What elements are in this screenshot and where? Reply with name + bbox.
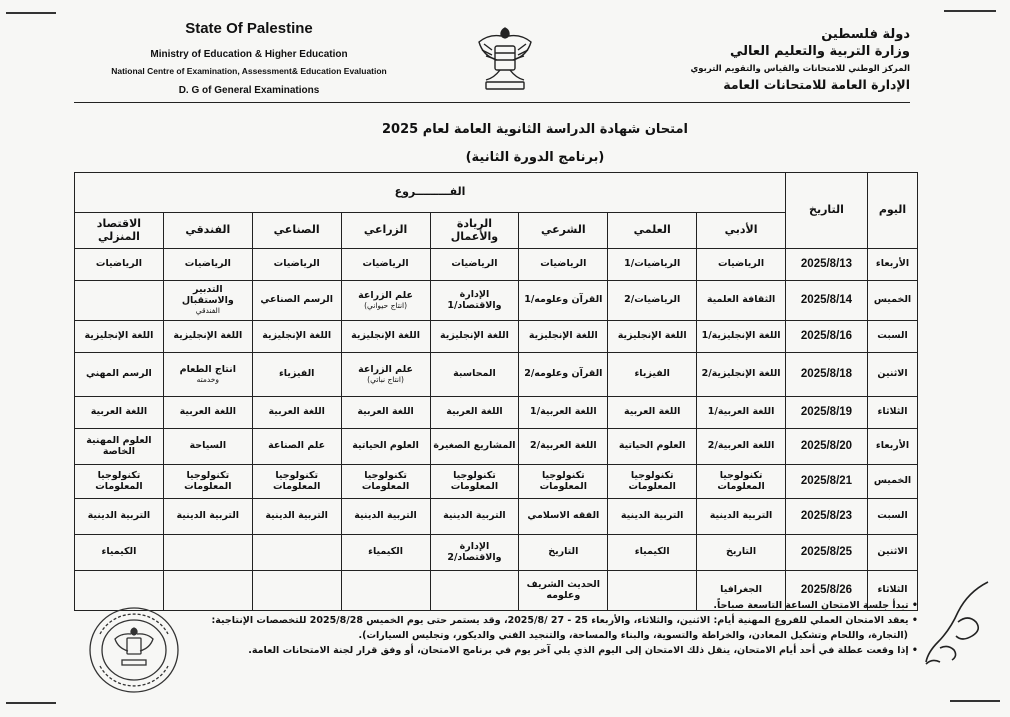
subject-text: تكنولوجيا المعلومات (272, 469, 321, 492)
subject-subtext: (انتاج حيواني) (364, 300, 408, 310)
subject-cell (341, 249, 430, 281)
subject-cell (163, 429, 252, 465)
subject-text: تكنولوجيا المعلومات (95, 469, 143, 492)
subject-text: الإدارة والاقتصاد/2 (447, 540, 502, 563)
note-text: (التجارة، واللحام وتشكيل المعادن، والخراطة والتسوية، والبناء والمساحة، والتنجيد الفني والديكور، وتجليس السيارات). (358, 630, 908, 641)
header-dept-en: D. G of General Examinations (178, 85, 320, 96)
subject-cell (697, 535, 786, 571)
subject-cell (608, 535, 697, 571)
subject-text: علم الزراعة (358, 289, 413, 301)
subject-text: الفيزياء (634, 368, 670, 380)
subject-text: تكنولوجيا المعلومات (628, 469, 676, 492)
subject-cell (341, 397, 430, 429)
subject-cell (430, 535, 519, 571)
date-cell: 2025/8/26 (786, 571, 868, 611)
subject-cell (608, 281, 697, 321)
day-cell: السبت (868, 321, 918, 353)
day-cell: الاثنين (868, 353, 918, 397)
subject-cell (163, 321, 252, 353)
subject-cell (697, 281, 786, 321)
subject-text: اللغة الإنجليزية (440, 330, 509, 342)
subject-text: الرياضيات (451, 258, 498, 270)
subject-text: الرياضيات (362, 258, 409, 270)
scan-edge-mark (6, 702, 56, 704)
subject-text: اللغة العربية/2 (530, 440, 597, 452)
subject-text: اللغة الإنجليزية (262, 330, 332, 342)
subject-text: التربية الدينية (709, 510, 773, 522)
subject-cell (252, 465, 341, 499)
subject-text: اللغة الإنجليزية/1 (701, 330, 781, 342)
date-cell: 2025/8/20 (786, 429, 868, 465)
subject-text: الثقافة العلمية (706, 294, 776, 306)
subject-text: العلوم الحياتية (618, 440, 686, 452)
page-title: امتحان شهادة الدراسة الثانوية العامة لعام 2025 (382, 122, 688, 137)
day-cell: السبت (868, 499, 918, 535)
subject-text: الرياضيات (95, 258, 142, 270)
subject-cell (252, 429, 341, 465)
day-cell: الأربعاء (868, 429, 918, 465)
table-row (75, 429, 918, 465)
date-cell: 2025/8/13 (786, 249, 868, 281)
subject-text: اللغة العربية (357, 406, 414, 418)
table-row (75, 321, 918, 353)
header-ministry-ar: وزارة التربية والتعليم العالي (729, 44, 910, 59)
subject-cell (430, 281, 519, 321)
subject-text: اللغة العربية (268, 406, 325, 418)
date-cell: 2025/8/14 (786, 281, 868, 321)
subject-text: التربية الدينية (176, 510, 240, 522)
branch-header: الريادة والأعمال (430, 213, 519, 249)
table-row (75, 249, 918, 281)
date-cell: 2025/8/21 (786, 465, 868, 499)
subject-cell (519, 249, 608, 281)
subject-cell (341, 321, 430, 353)
header-divider (74, 102, 910, 103)
subject-cell (75, 321, 164, 353)
day-cell: الخميس (868, 465, 918, 499)
subject-cell (163, 499, 252, 535)
branch-header: الاقتصاد المنزلي (75, 213, 164, 249)
subject-cell (75, 465, 164, 499)
subject-text: تكنولوجيا المعلومات (361, 469, 410, 492)
branch-header: الأدبي (697, 213, 786, 249)
table-row (75, 397, 918, 429)
handwritten-signature-icon (918, 578, 998, 668)
subject-text: التاريخ (548, 546, 579, 558)
subject-cell (252, 249, 341, 281)
subject-text: اللغة الإنجليزية (351, 330, 420, 342)
subject-text: اللغة العربية (623, 406, 681, 418)
subject-cell (163, 249, 252, 281)
subject-cell (608, 465, 697, 499)
subject-text: التربية الدينية (354, 510, 417, 522)
subject-text: اللغة العربية/1 (530, 406, 597, 418)
subject-cell (341, 499, 430, 535)
subject-cell (697, 465, 786, 499)
subject-text: تكنولوجيا المعلومات (717, 469, 765, 492)
subject-cell (341, 281, 430, 321)
subject-text: اللغة العربية (179, 406, 237, 418)
subject-text: تكنولوجيا المعلومات (539, 469, 587, 492)
note-item: • تبدأ جلسة الامتحان الساعة التاسعة صباحاً. (713, 600, 918, 611)
subject-text: اللغة العربية/2 (707, 440, 775, 452)
subject-text: العلوم الحياتية (352, 440, 419, 452)
subject-text: الفيزياء (278, 368, 315, 380)
note-text: يعقد الامتحان العملي للفروع المهنية أيام: الاثنين، والثلاثاء، والأربعاء 25 - 27 /2025/8، وقد يستمر حتى يوم الخميس 2025/8/28 للتخصصات الإنتاجية: (211, 615, 909, 626)
subject-text: الحديث الشريف وعلومه (526, 578, 600, 601)
date-cell: 2025/8/19 (786, 397, 868, 429)
subject-text: الكيمياء (101, 546, 137, 558)
subject-text: القرآن وعلومه/2 (524, 368, 603, 380)
day-cell: الاثنين (868, 535, 918, 571)
subject-text: الرياضيات/2 (624, 294, 681, 306)
subject-text: المشاريع الصغيرة (433, 440, 516, 452)
date-header: التاريخ (786, 173, 868, 249)
day-cell: الثلاثاء (868, 397, 918, 429)
subject-text: التربية الدينية (265, 510, 328, 522)
subject-cell (519, 465, 608, 499)
subject-cell (430, 353, 519, 397)
subject-cell (519, 535, 608, 571)
day-cell: الثلاثاء (868, 571, 918, 611)
subject-cell (75, 429, 164, 465)
date-cell: 2025/8/25 (786, 535, 868, 571)
subject-cell (608, 499, 697, 535)
subject-text: المحاسبة (453, 368, 496, 380)
header-english (84, 20, 414, 96)
subject-cell (341, 429, 430, 465)
subject-cell (608, 321, 697, 353)
header-arabic (650, 27, 910, 92)
subject-text: السياحة (189, 440, 227, 452)
subject-cell (341, 535, 430, 571)
subject-text: اللغة الإنجليزية (617, 330, 687, 342)
subject-cell (430, 397, 519, 429)
subject-cell (608, 249, 697, 281)
date-cell: 2025/8/16 (786, 321, 868, 353)
subject-cell (697, 499, 786, 535)
subject-text: الفقه الاسلامي (527, 510, 600, 522)
subject-cell (430, 499, 519, 535)
subject-text: اللغة الإنجليزية (84, 330, 154, 342)
subject-cell (697, 429, 786, 465)
subject-cell (252, 397, 341, 429)
subject-cell (697, 249, 786, 281)
subject-subtext: الفندقي (195, 306, 220, 316)
header-ministry-en: Ministry of Education & Higher Education (150, 49, 348, 60)
subject-cell (75, 353, 164, 397)
scan-edge-mark (944, 10, 996, 12)
subject-text: اللغة العربية (90, 406, 148, 418)
subject-cell (252, 353, 341, 397)
table-row (75, 465, 918, 499)
subject-cell (608, 429, 697, 465)
subject-cell (519, 353, 608, 397)
note-text: إذا وقعت عطلة في أحد أيام الامتحان، ينقل ذلك الامتحان إلى اليوم الذي يلي آخر يوم في برنامج الامتحان، أو وفق قرار لجنة الامتحانات العامة. (248, 645, 909, 656)
subject-subtext: وخدمته (196, 374, 220, 384)
subject-cell (252, 499, 341, 535)
subject-cell (519, 499, 608, 535)
branch-header: الزراعي (341, 213, 430, 249)
subject-text: الرياضيات (273, 258, 320, 270)
table-row (75, 535, 918, 571)
subject-cell (252, 535, 341, 571)
subject-cell (519, 397, 608, 429)
subject-cell (163, 465, 252, 499)
subject-text: الكيمياء (368, 546, 404, 558)
header-country-ar: دولة فلسطين (821, 27, 910, 42)
subject-text: القرآن وعلومه/1 (524, 294, 603, 306)
subject-text: التاريخ (725, 546, 757, 558)
subject-text: انتاج الطعام (179, 363, 237, 375)
official-round-stamp-icon (86, 604, 182, 696)
subject-text: التربية الدينية (620, 510, 684, 522)
scan-edge-mark (6, 12, 56, 14)
header-dept-ar: الإدارة العامة للامتحانات العامة (723, 77, 910, 92)
subject-cell (697, 397, 786, 429)
subject-text: اللغة الإنجليزية/2 (701, 368, 781, 380)
subject-text: الرياضيات (540, 258, 587, 270)
header-centre-ar: المركز الوطني للامتحانات والقياس والتقويم التربوي (690, 64, 910, 74)
subject-cell (75, 499, 164, 535)
branch-header: الصناعي (252, 213, 341, 249)
subject-text: الرياضيات (184, 258, 231, 270)
header-centre-en: National Centre of Examination, Assessment& Education Evaluation (111, 66, 387, 76)
subject-text: علم الصناعة (268, 440, 326, 452)
subject-text: تكنولوجيا المعلومات (184, 469, 232, 492)
subject-cell (697, 353, 786, 397)
subject-subtext: (انتاج نباتي) (367, 374, 404, 384)
subject-text: الجغرافيا (720, 584, 762, 596)
subject-text: اللغة الإنجليزية (528, 330, 598, 342)
subject-cell (519, 429, 608, 465)
subject-cell (75, 397, 164, 429)
subject-cell (608, 353, 697, 397)
date-cell: 2025/8/18 (786, 353, 868, 397)
subject-cell (75, 249, 164, 281)
day-cell: الأربعاء (868, 249, 918, 281)
subject-cell (608, 397, 697, 429)
subject-cell (163, 281, 252, 321)
table-row (75, 353, 918, 397)
branch-header: الشرعي (519, 213, 608, 249)
header-country-en: State Of Palestine (185, 20, 313, 37)
subject-cell (697, 321, 786, 353)
subject-text: علم الزراعة (358, 363, 413, 375)
page-subtitle: (برنامج الدورة الثانية) (465, 150, 605, 165)
subject-cell (430, 429, 519, 465)
branch-header: الفندقي (163, 213, 252, 249)
subject-cell (252, 321, 341, 353)
note-item: • يعقد الامتحان العملي للفروع المهنية أيام: الاثنين، والثلاثاء، والأربعاء 25 - 27 /2025/8، وقد يستمر حتى يوم الخميس 2025/8/28 للتخصصات الإنتاجية: (211, 615, 918, 626)
branch-header: العلمي (608, 213, 697, 249)
subject-cell (430, 321, 519, 353)
subject-cell (430, 465, 519, 499)
scan-edge-mark (950, 700, 1000, 702)
subject-cell (252, 281, 341, 321)
subject-text: التربية الدينية (443, 510, 506, 522)
branches-header: الفـــــــــروع (75, 173, 786, 213)
subject-text: العلوم المهنية الخاصة (86, 434, 152, 457)
subject-text: اللغة العربية/1 (707, 406, 775, 418)
subject-cell (75, 535, 164, 571)
day-header: اليوم (868, 173, 918, 249)
subject-text: الكيمياء (634, 546, 670, 558)
subject-cell (519, 321, 608, 353)
table-row (75, 499, 918, 535)
subject-cell (163, 353, 252, 397)
date-cell: 2025/8/23 (786, 499, 868, 535)
subject-text: اللغة العربية (446, 406, 503, 418)
subject-cell (163, 397, 252, 429)
day-cell: الخميس (868, 281, 918, 321)
subject-text: الرياضيات/1 (624, 258, 681, 270)
subject-text: الإدارة والاقتصاد/1 (447, 288, 502, 311)
subject-cell (341, 465, 430, 499)
note-item (198, 628, 918, 643)
subject-cell (519, 281, 608, 321)
subject-text: التربية الدينية (87, 510, 151, 522)
notes-section (198, 598, 918, 658)
note-item: • إذا وقعت عطلة في أحد أيام الامتحان، ينقل ذلك الامتحان إلى اليوم الذي يلي آخر يوم في برنامج الامتحان، أو وفق قرار لجنة الامتحانات العامة. (248, 645, 918, 656)
exam-schedule-table (74, 172, 918, 611)
palestine-eagle-emblem-icon (474, 22, 536, 96)
subject-text: الرسم الصناعي (260, 294, 333, 306)
subject-cell (163, 535, 252, 571)
subject-text: تكنولوجيا المعلومات (450, 469, 499, 492)
subject-text: اللغة الإنجليزية (173, 330, 243, 342)
subject-text: الرسم المهني (86, 368, 152, 380)
subject-cell (430, 249, 519, 281)
note-text: تبدأ جلسة الامتحان الساعة التاسعة صباحاً. (713, 600, 909, 611)
table-row (75, 281, 918, 321)
subject-text: الرياضيات (718, 258, 765, 270)
subject-cell (75, 281, 164, 321)
subject-cell (341, 353, 430, 397)
subject-text: التدبير والاستقبال (181, 284, 234, 307)
